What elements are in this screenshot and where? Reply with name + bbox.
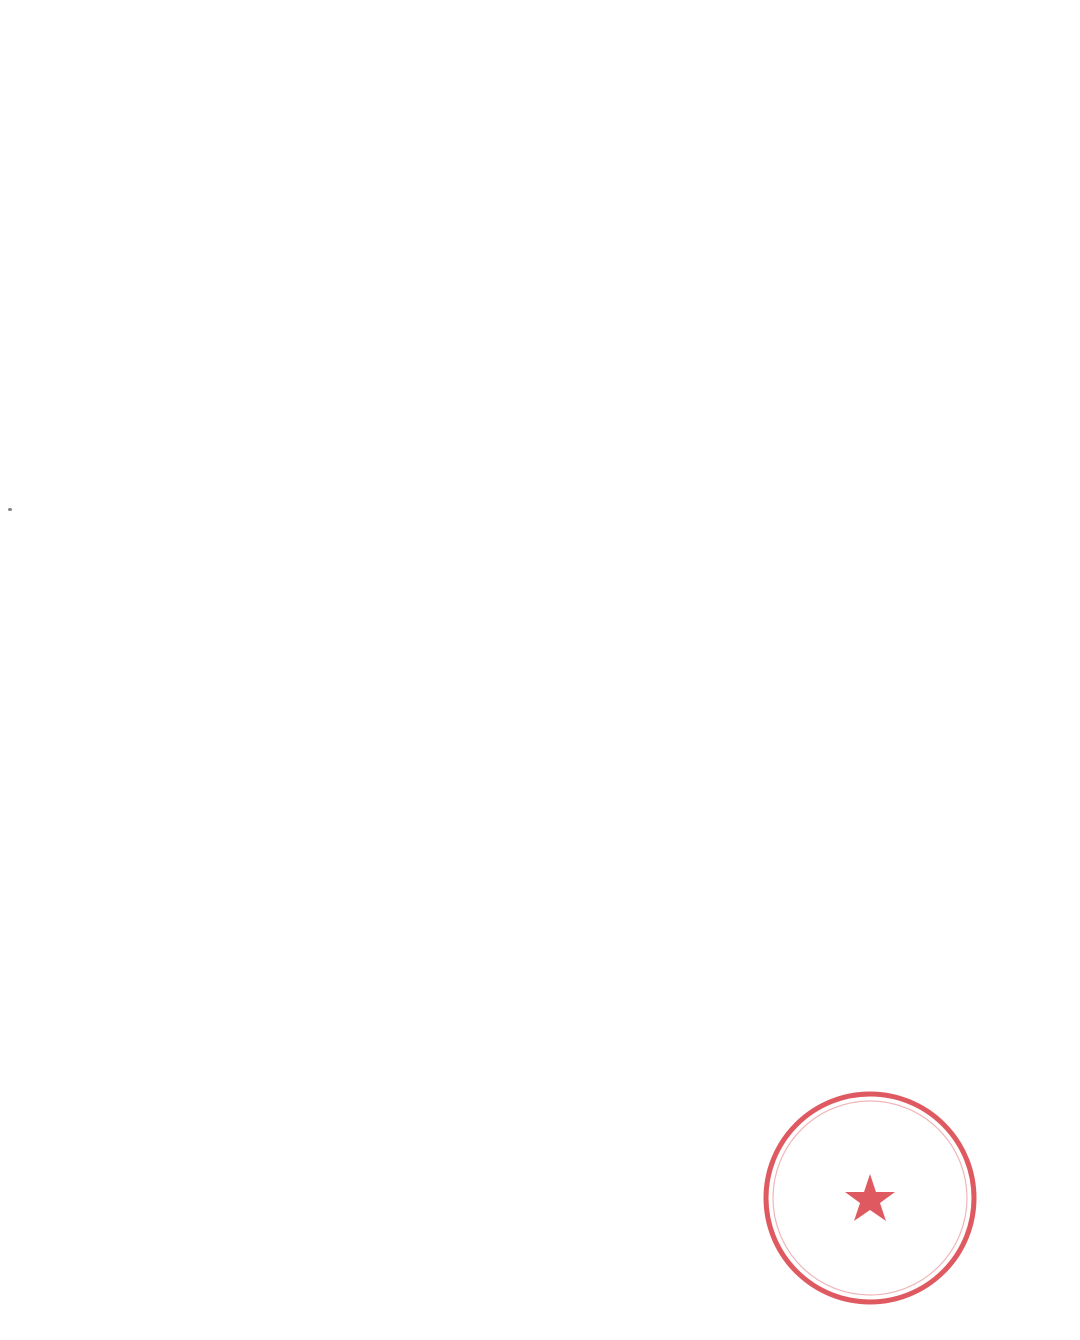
letter-body [132,210,952,222]
scan-speck [8,508,12,511]
seal-star-icon [845,1174,895,1221]
official-seal-stamp [760,1088,980,1308]
